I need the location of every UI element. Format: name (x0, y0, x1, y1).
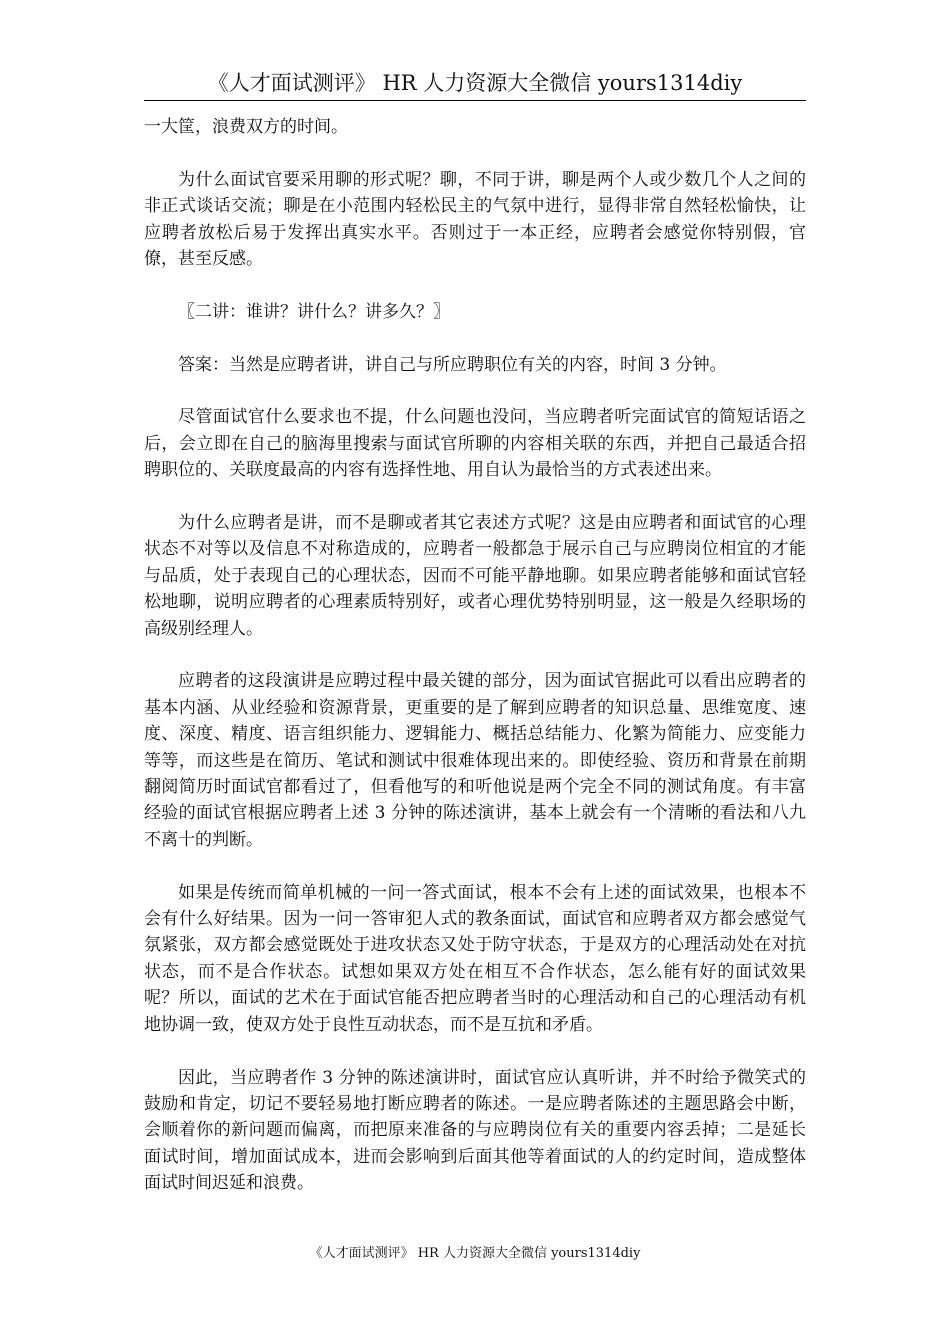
paragraph: 为什么面试官要采用聊的形式呢？聊，不同于讲，聊是两个人或少数几个人之间的非正式谈话交流；聊是在小范围内轻松民主的气氛中进行，显得非常自然轻松愉快，让应聘者放松后易于发挥出真实水平。否则过于一本正经，应聘者会感觉你特别假，官僚，甚至反感。 (144, 169, 806, 270)
page-header: 《人才面试测评》 HR 人力资源大全微信 yours1314diy (144, 68, 806, 101)
paragraph: 如果是传统而简单机械的一问一答式面试，根本不会有上述的面试效果，也根本不会有什么好结果。因为一问一答审犯人式的教条面试，面试官和应聘者双方都会感觉气氛紧张，双方都会感觉既处于进攻状态又处于防守状态，于是双方的心理活动处在对抗状态，而不是合作状态。试想如果双方处在相互不合作状态，怎么能有好的面试效果呢？所以，面试的艺术在于面试官能否把应聘者当时的心理活动和自己的心理活动有机地协调一致，使双方处于良性互动状态，而不是互抗和矛盾。 (144, 882, 806, 1035)
paragraph: 尽管面试官什么要求也不提，什么问题也没问，当应聘者听完面试官的简短话语之后，会立即在自己的脑海里搜索与面试官所聊的内容相关联的东西，并把自己最适合招聘职位的、关联度最高的内容有选择性地、用自认为最恰当的方式表述出来。 (144, 407, 806, 481)
page-footer: 《人才面试测评》 HR 人力资源大全微信 yours1314diy (309, 1246, 641, 1261)
section-heading: 〖二讲：谁讲？讲什么？讲多久？〗 (178, 301, 450, 322)
paragraph: 应聘者的这段演讲是应聘过程中最关键的部分，因为面试官据此可以看出应聘者的基本内涵、从业经验和资源背景，更重要的是了解到应聘者的知识总量、思维宽度、速度、深度、精度、语言组织能力、逻辑能力、概括总结能力、化繁为简能力、应变能力等等，而这些是在简历、笔试和测试中很难体现出来的。即使经验、资历和背景在前期翻阅简历时面试官都看过了，但看他写的和听他说是两个完全不同的测试角度。有丰富经验的面试官根据应聘者上述 3 分钟的陈述演讲，基本上就会有一个清晰的看法和八九不离十的判断。 (144, 671, 806, 850)
paragraph: 答案：当然是应聘者讲，讲自己与所应聘职位有关的内容，时间 3 分钟。 (178, 354, 727, 375)
paragraph: 因此，当应聘者作 3 分钟的陈述演讲时，面试官应认真听讲，并不时给予微笑式的鼓励和肯定，切记不要轻易地打断应聘者的陈述。一是应聘者陈述的主题思路会中断，会顺着你的新问题而偏离，而把原来准备的与应聘岗位有关的重要内容丢掉；二是延长面试时间，增加面试成本，进而会影响到后面其他等着面试的人的约定时间，造成整体面试时间迟延和浪费。 (144, 1067, 806, 1194)
document-body (144, 114, 806, 1197)
paragraph: 一大筐，浪费双方的时间。 (144, 117, 348, 137)
paragraph: 为什么应聘者是讲，而不是聊或者其它表述方式呢？这是由应聘者和面试官的心理状态不对等以及信息不对称造成的，应聘者一般都急于展示自己与应聘岗位相宜的才能与品质，处于表现自己的心理状态，因而不可能平静地聊。如果应聘者能够和面试官轻松地聊，说明应聘者的心理素质特别好，或者心理优势特别明显，这一般是久经职场的高级别经理人。 (144, 513, 806, 639)
